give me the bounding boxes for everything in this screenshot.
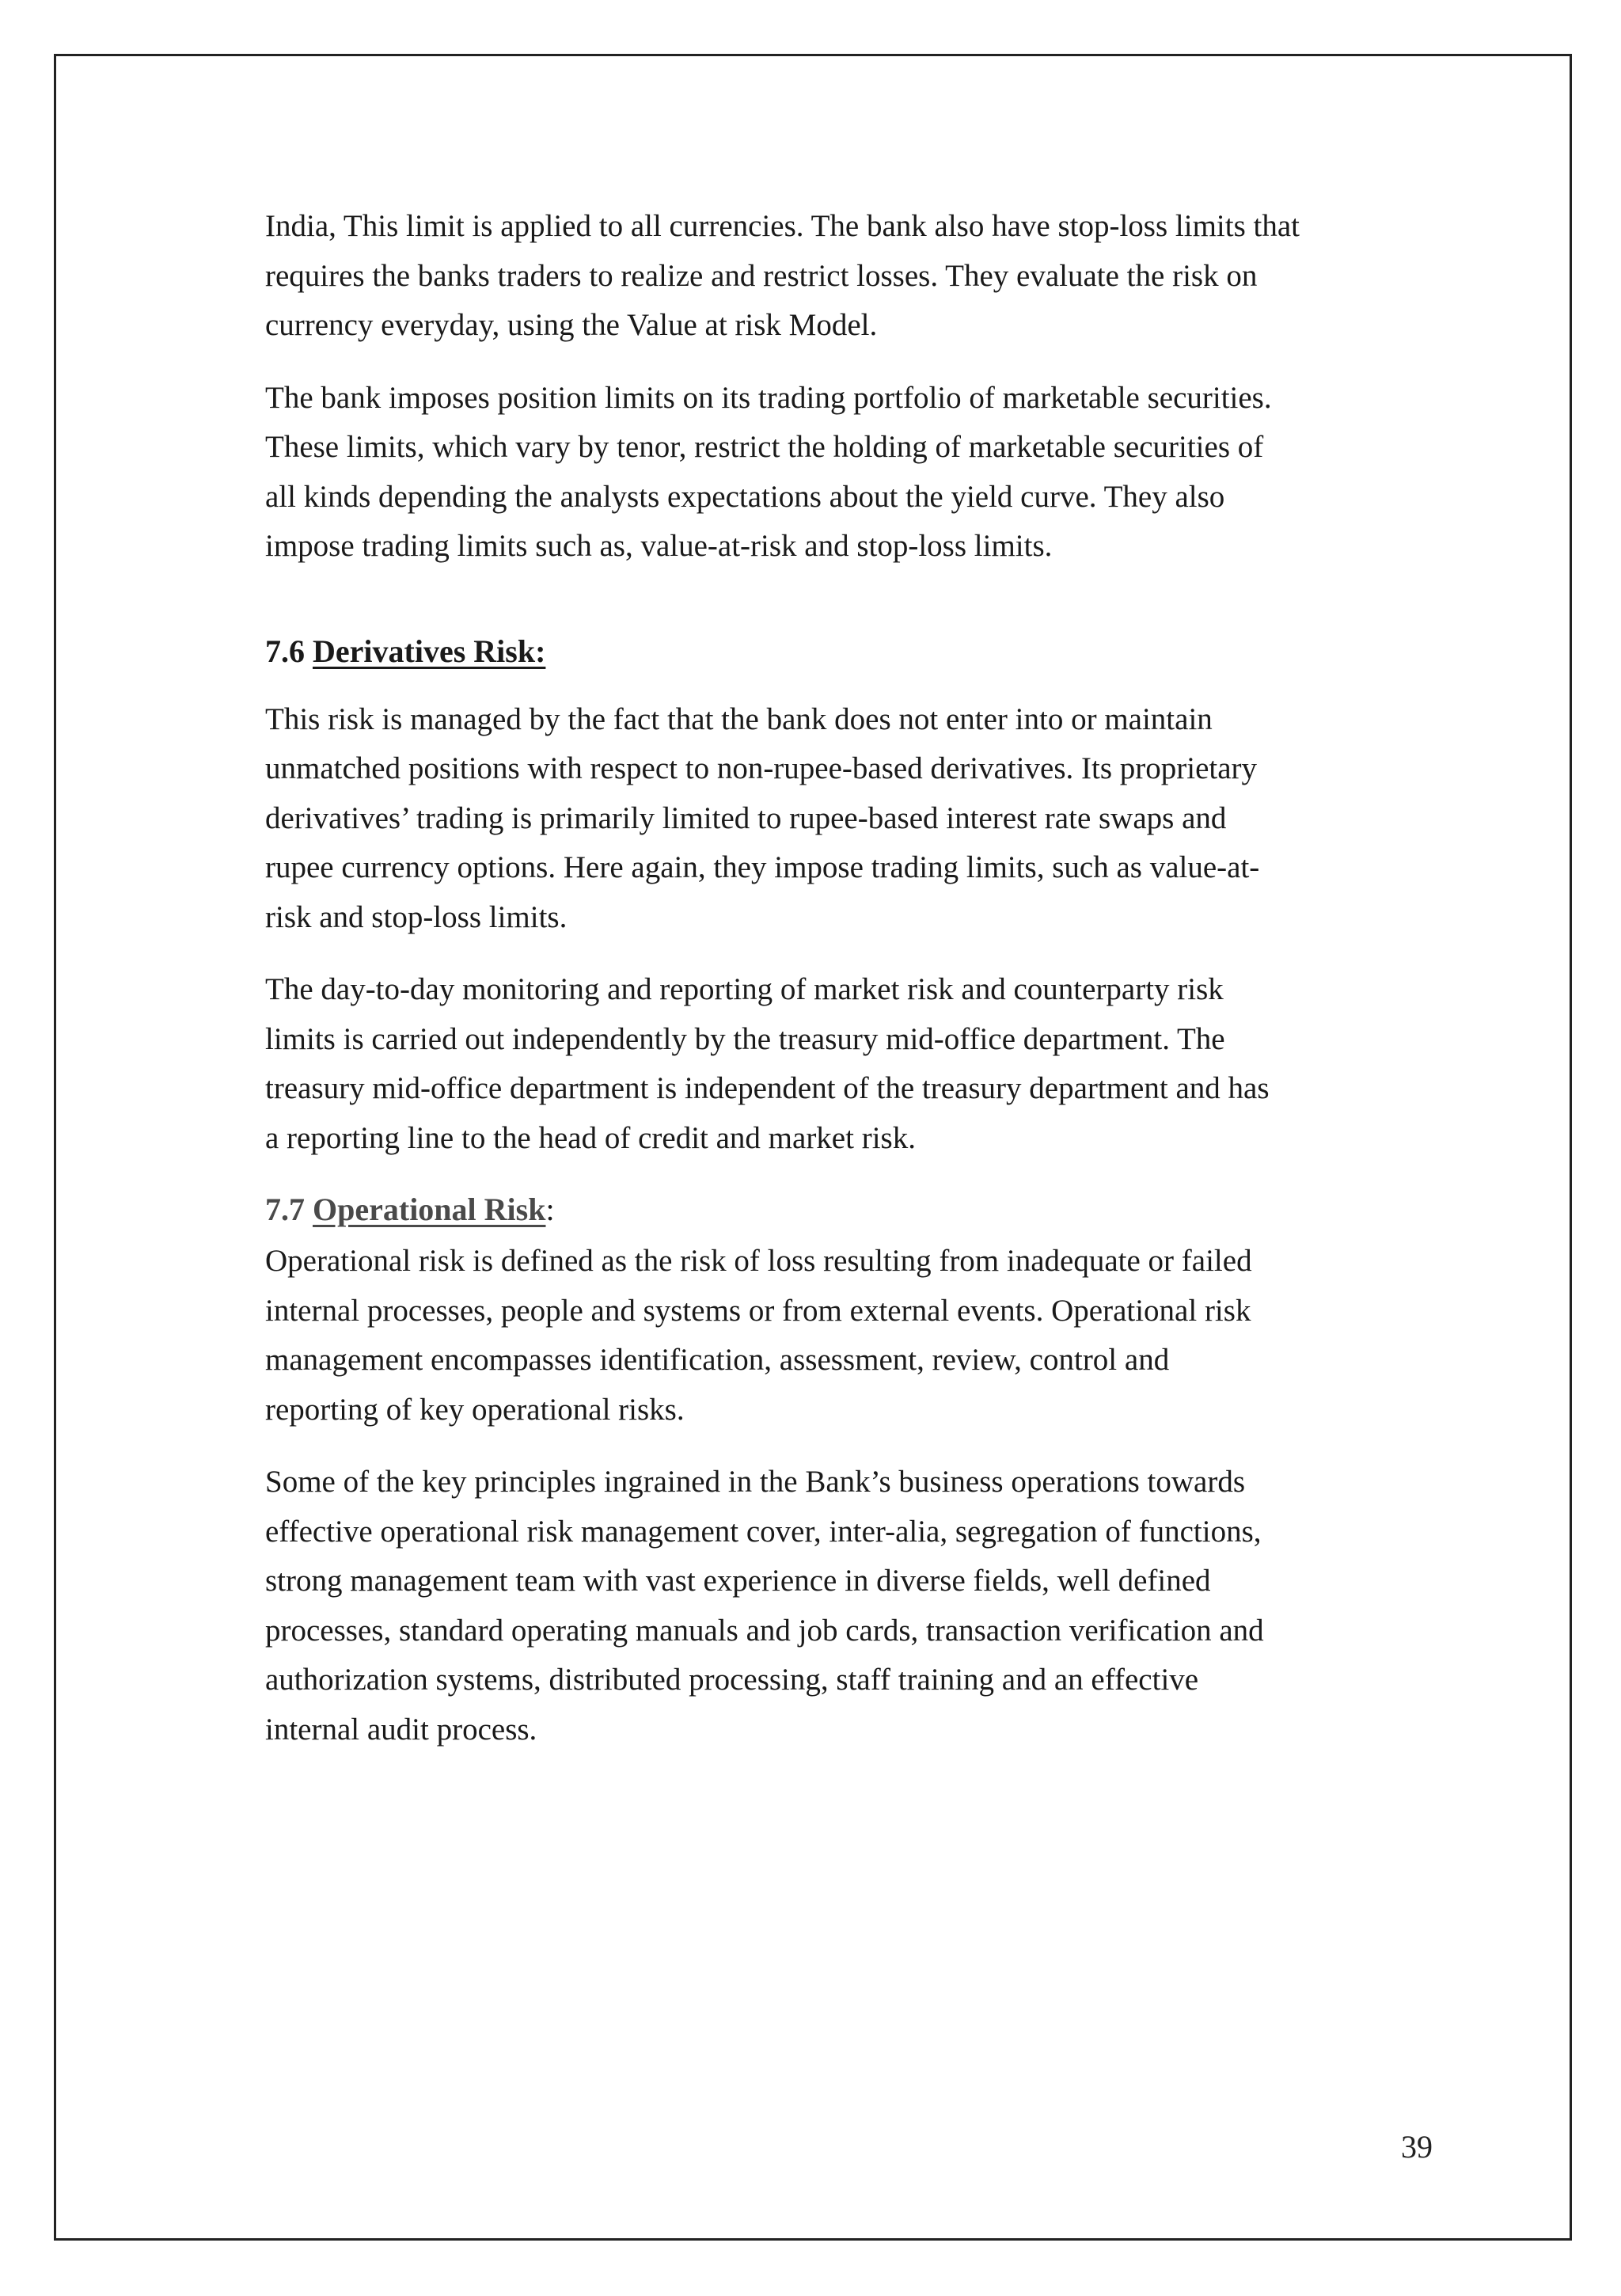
text-line: internal processes, people and systems or from external events. Operational risk <box>265 1293 1251 1328</box>
text-line: strong management team with vast experience in diverse fields, well defined <box>265 1564 1211 1598</box>
paragraph-derivatives-management <box>265 695 1437 943</box>
text-line: internal audit process. <box>265 1712 537 1747</box>
text-line: India, This limit is applied to all currencies. The bank also have stop-loss limits that <box>265 209 1300 243</box>
section-heading-operational-risk <box>265 1186 1437 1234</box>
paragraph-key-principles <box>265 1458 1437 1754</box>
section-title: Operational Risk <box>313 1192 546 1227</box>
text-line: management encompasses identification, assessment, review, control and <box>265 1343 1170 1377</box>
section-number: 7.7 <box>265 1192 305 1227</box>
text-line: impose trading limits such as, value-at-risk and stop-loss limits. <box>265 529 1053 563</box>
document-body <box>265 202 1437 1777</box>
text-line: effective operational risk management cover, inter-alia, segregation of functions, <box>265 1514 1262 1549</box>
paragraph-position-limits <box>265 374 1437 572</box>
text-line: reporting of key operational risks. <box>265 1392 685 1427</box>
text-line: requires the banks traders to realize and restrict losses. They evaluate the risk on <box>265 258 1258 293</box>
text-line: processes, standard operating manuals and job cards, transaction verification and <box>265 1613 1264 1648</box>
text-line: rupee currency options. Here again, they impose trading limits, such as value-at- <box>265 850 1260 884</box>
section-number: 7.6 <box>265 633 305 669</box>
paragraph-operational-definition <box>265 1237 1437 1435</box>
page-number: 39 <box>1401 2129 1433 2165</box>
text-line: unmatched positions with respect to non-rupee-based derivatives. Its proprietary <box>265 751 1258 785</box>
text-line: a reporting line to the head of credit and market risk. <box>265 1120 916 1155</box>
text-line: Operational risk is defined as the risk of loss resulting from inadequate or failed <box>265 1244 1252 1278</box>
text-line: currency everyday, using the Value at risk Model. <box>265 308 878 342</box>
text-line: all kinds depending the analysts expectations about the yield curve. They also <box>265 479 1225 514</box>
text-line: These limits, which vary by tenor, restrict the holding of marketable securities of <box>265 430 1264 464</box>
section-heading-derivatives-risk <box>265 628 1437 675</box>
text-line: The day-to-day monitoring and reporting of market risk and counterparty risk <box>265 972 1224 1006</box>
text-line: limits is carried out independently by the treasury mid-office department. The <box>265 1021 1225 1056</box>
text-line: risk and stop-loss limits. <box>265 899 568 934</box>
paragraph-monitoring <box>265 965 1437 1163</box>
heading-colon: : <box>545 1192 555 1227</box>
paragraph-currency-limits <box>265 202 1437 351</box>
text-line: authorization systems, distributed processing, staff training and an effective <box>265 1663 1199 1697</box>
text-line: treasury mid-office department is independent of the treasury department and has <box>265 1071 1270 1105</box>
text-line: This risk is managed by the fact that the bank does not enter into or maintain <box>265 701 1213 736</box>
text-line: The bank imposes position limits on its trading portfolio of marketable securities. <box>265 380 1272 415</box>
section-title: Derivatives Risk: <box>313 633 546 669</box>
text-line: Some of the key principles ingrained in the Bank’s business operations towards <box>265 1465 1246 1499</box>
text-line: derivatives’ trading is primarily limited to rupee-based interest rate swaps and <box>265 800 1227 835</box>
